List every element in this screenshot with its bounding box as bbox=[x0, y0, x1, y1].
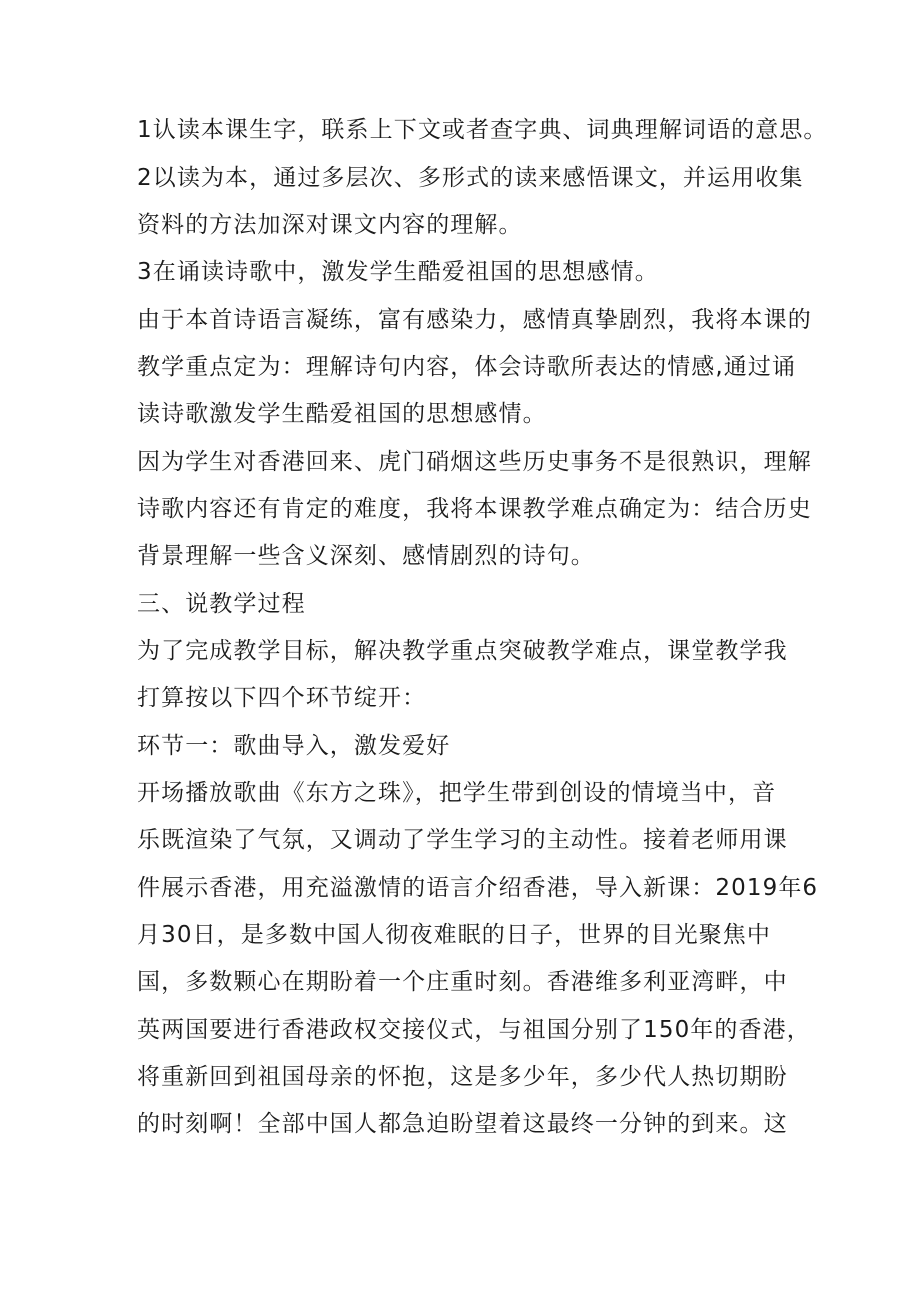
section-heading: 三、说教学过程 bbox=[137, 591, 306, 617]
text-line: 为了完成教学目标，解决教学重点突破教学难点，课堂教学我 bbox=[137, 638, 788, 664]
text-line: 国，多数颗心在期盼着一个庄重时刻。香港维多利亚湾畔，中 bbox=[137, 969, 788, 995]
text-line: 乐既渲染了气氛，又调动了学生学习的主动性。接着老师用课 bbox=[137, 827, 788, 853]
text-line: 教学重点定为：理解诗句内容，体会诗歌所表达的情感,通过诵 bbox=[137, 354, 797, 380]
text-line: 背景理解一些含义深刻、感情剧烈的诗句。 bbox=[137, 543, 595, 569]
text-line: 2以读为本，通过多层次、多形式的读来感悟课文，并运用收集 bbox=[137, 165, 804, 191]
text-line: 1认读本课生字，联系上下文或者查字典、词典理解词语的意思。 bbox=[137, 117, 828, 143]
text-line: 3在诵读诗歌中，激发学生酷爱祖国的思想感情。 bbox=[137, 259, 659, 285]
subsection-heading: 环节一：歌曲导入，激发爱好 bbox=[137, 733, 451, 759]
text-line: 诗歌内容还有肯定的难度，我将本课教学难点确定为：结合历史 bbox=[137, 496, 812, 522]
text-line: 将重新回到祖国母亲的怀抱，这是多少年，多少代人热切期盼 bbox=[137, 1064, 788, 1090]
text-line: 的时刻啊！全部中国人都急迫盼望着这最终一分钟的到来。这 bbox=[137, 1111, 788, 1137]
text-line: 读诗歌激发学生酷爱祖国的思想感情。 bbox=[137, 401, 547, 427]
text-line: 因为学生对香港回来、虎门硝烟这些历史事务不是很熟识，理解 bbox=[137, 449, 812, 475]
text-line: 英两国要进行香港政权交接仪式，与祖国分别了150年的香港， bbox=[137, 1017, 811, 1043]
text-line: 月30日，是多数中国人彻夜难眠的日子，世界的目光聚焦中 bbox=[137, 922, 771, 948]
text-line: 资料的方法加深对课文内容的理解。 bbox=[137, 212, 523, 238]
text-line: 由于本首诗语言凝练，富有感染力，感情真挚剧烈，我将本课的 bbox=[137, 307, 812, 333]
text-line: 打算按以下四个环节绽开： bbox=[137, 685, 427, 711]
text-line: 开场播放歌曲《东方之珠》，把学生带到创设的情境当中，音 bbox=[137, 780, 777, 806]
text-line: 件展示香港，用充溢激情的语言介绍香港，导入新课：2019年6 bbox=[137, 875, 819, 901]
